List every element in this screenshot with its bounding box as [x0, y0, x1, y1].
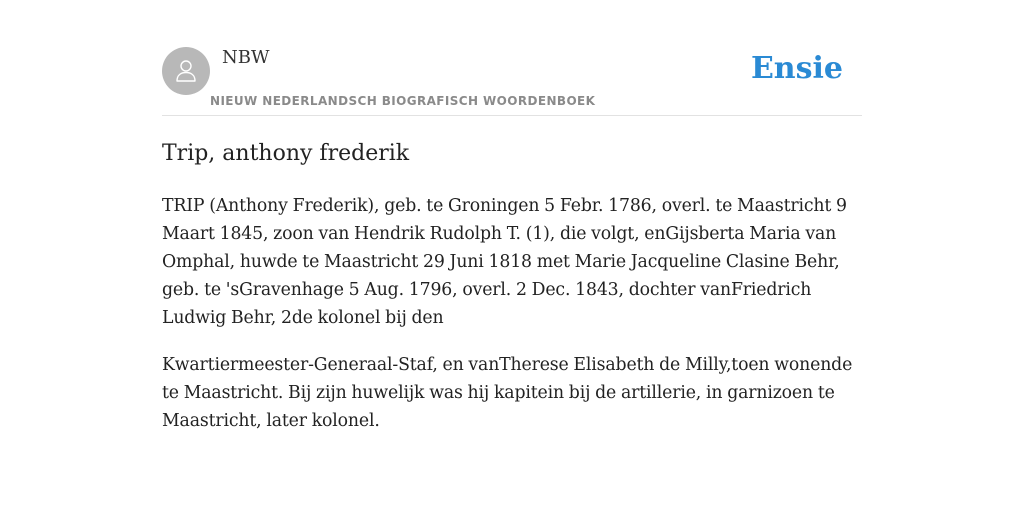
- user-icon: [172, 57, 200, 85]
- article-paragraph: Kwartiermeester-Generaal-Staf, en vanTherese Elisabeth de Milly,toen wonende te Maastricht. Bij zijn huwelijk was hij kapitein bij de artillerie, in garnizoen te Maastricht, later kolonel.: [162, 355, 853, 431]
- source-avatar[interactable]: [162, 47, 210, 95]
- article-title: Trip, anthony frederik: [162, 141, 410, 166]
- article-body: [162, 192, 866, 454]
- article-page: [162, 0, 862, 431]
- source-short-name[interactable]: NBW: [222, 47, 270, 68]
- brand-logo[interactable]: Ensie: [750, 51, 843, 86]
- source-full-name: NIEUW NEDERLANDSCH BIOGRAFISCH WOORDENBOEK: [210, 94, 596, 108]
- article-paragraph: TRIP (Anthony Frederik), geb. te Groningen 5 Febr. 1786, overl. te Maastricht 9 Maart 1845, zoon van Hendrik Rudolph T. (1), die volgt, enGijsberta Maria van Omphal, huwde te Maastricht 29 Juni 1818 met Marie Jacqueline Clasine Behr, geb. te 'sGravenhage 5 Aug. 1796, overl. 2 Dec. 1843, dochter vanFriedrich Ludwig Behr, 2de kolonel bij den: [162, 196, 847, 328]
- source-header: [162, 0, 862, 116]
